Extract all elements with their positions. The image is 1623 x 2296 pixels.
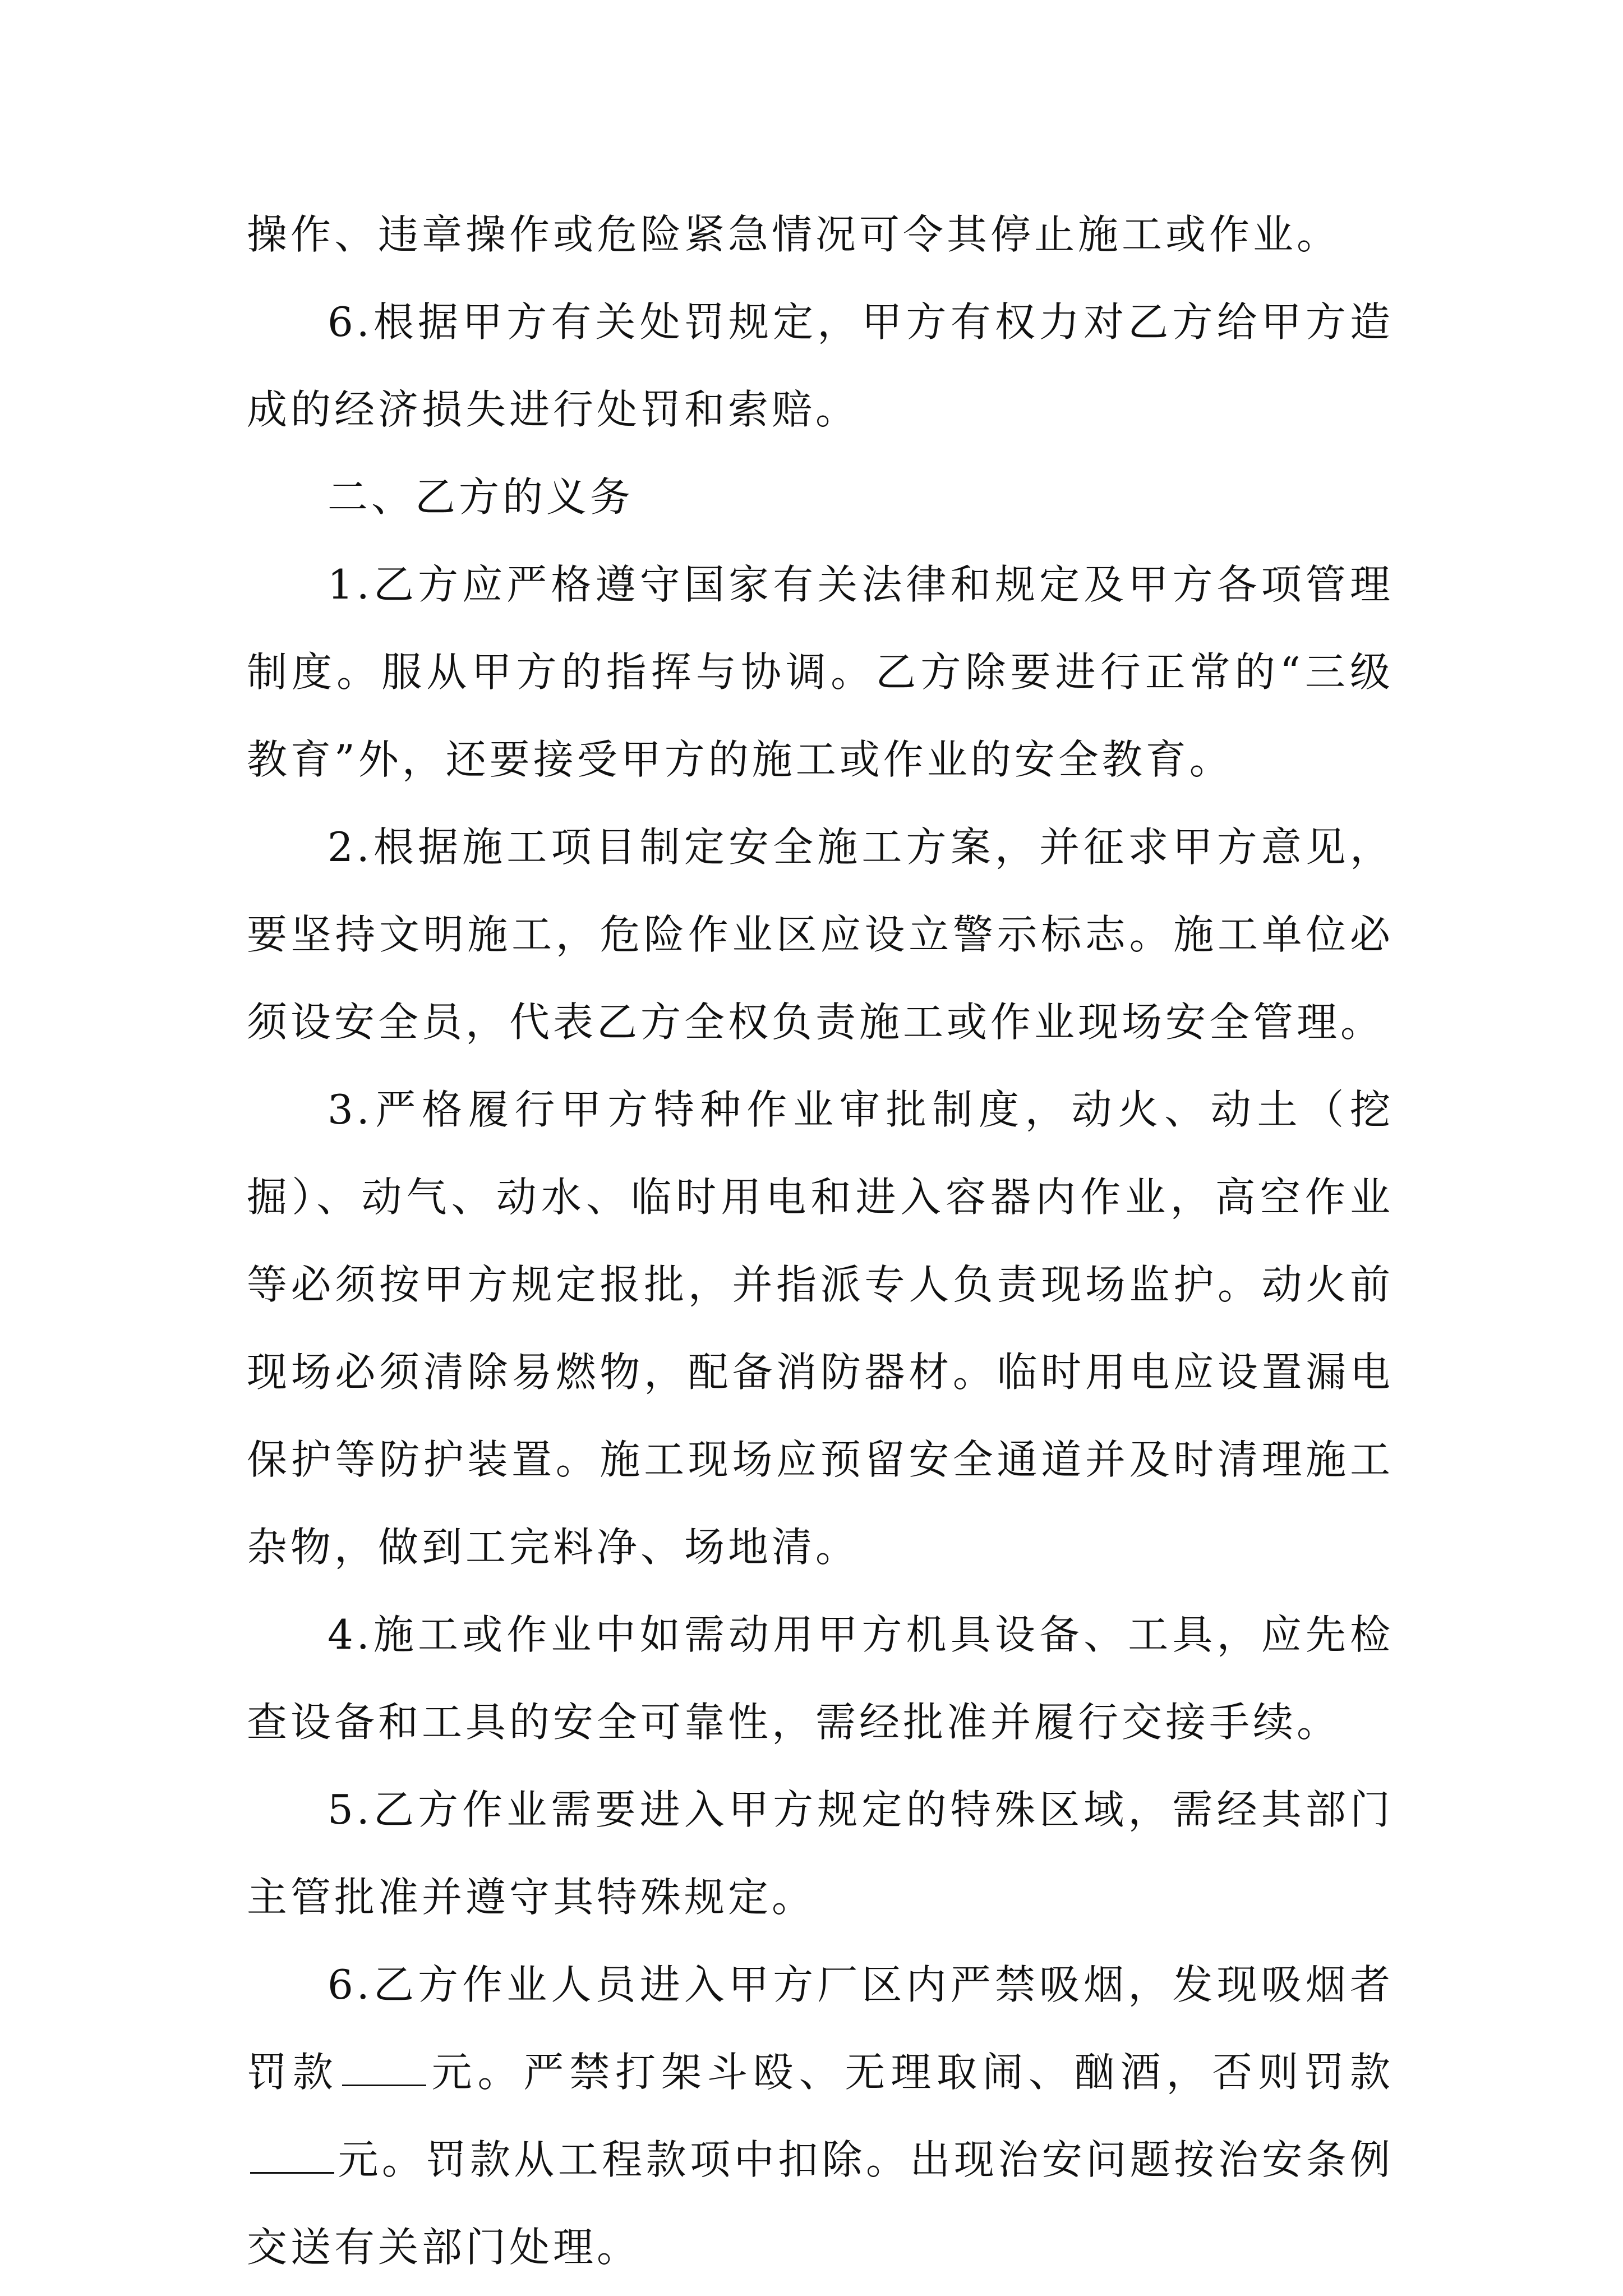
fine-amount-blank-smoking [342, 2044, 426, 2086]
paragraph-party-b-obligation-1: 1.乙方应严格遵守国家有关法律和规定及甲方各项管理制度。服从甲方的指挥与协调。乙方除要进行正常的“三级教育”外，还要接受甲方的施工或作业的安全教育。 [247, 561, 1394, 783]
obligation-6-text-part3: 元。罚款从工程款项中扣除。出现治安问题按治安条例交送有关部门处理。 [247, 2136, 1394, 2271]
fine-amount-blank-fighting [250, 2132, 334, 2174]
paragraph-party-b-obligation-3: 3.严格履行甲方特种作业审批制度，动火、动土（挖掘）、动气、动水、临时用电和进入容器内作业，高空作业等必须按甲方规定报批，并指派专人负责现场监护。动火前现场必须清除易燃物，配备消防器材。临时用电应设置漏电保护等防护装置。施工现场应预留安全通道并及时清理施工杂物，做到工完料净、场地清。 [247, 1086, 1394, 1571]
paragraph-party-b-obligation-4: 4.施工或作业中如需动用甲方机具设备、工具，应先检查设备和工具的安全可靠性，需经批准并履行交接手续。 [247, 1611, 1394, 1746]
document-body [247, 191, 1394, 2291]
paragraph-party-a-right-6: 6.根据甲方有关处罚规定，甲方有权力对乙方给甲方造成的经济损失进行处罚和索赔。 [247, 298, 1394, 433]
obligation-6-text-part2: 元。严禁打架斗殴、无理取闹、酗酒，否则罚款 [429, 2049, 1394, 2096]
paragraph-continuation: 操作、违章操作或危险紧急情况可令其停止施工或作业。 [247, 211, 1341, 258]
section-heading-party-b-obligations: 二、乙方的义务 [328, 473, 634, 521]
paragraph-party-b-obligation-5: 5.乙方作业需要进入甲方规定的特殊区域，需经其部门主管批准并遵守其特殊规定。 [247, 1786, 1394, 1921]
obligation-6-text-part1: 6.乙方作业人员进入甲方厂区内严禁吸烟，发现吸烟者罚款 [247, 1961, 1394, 2096]
paragraph-party-b-obligation-6 [247, 1941, 1394, 2291]
paragraph-party-b-obligation-2: 2.根据施工项目制定安全施工方案，并征求甲方意见，要坚持文明施工，危险作业区应设立警示标志。施工单位必须设安全员，代表乙方全权负责施工或作业现场安全管理。 [247, 823, 1394, 1046]
